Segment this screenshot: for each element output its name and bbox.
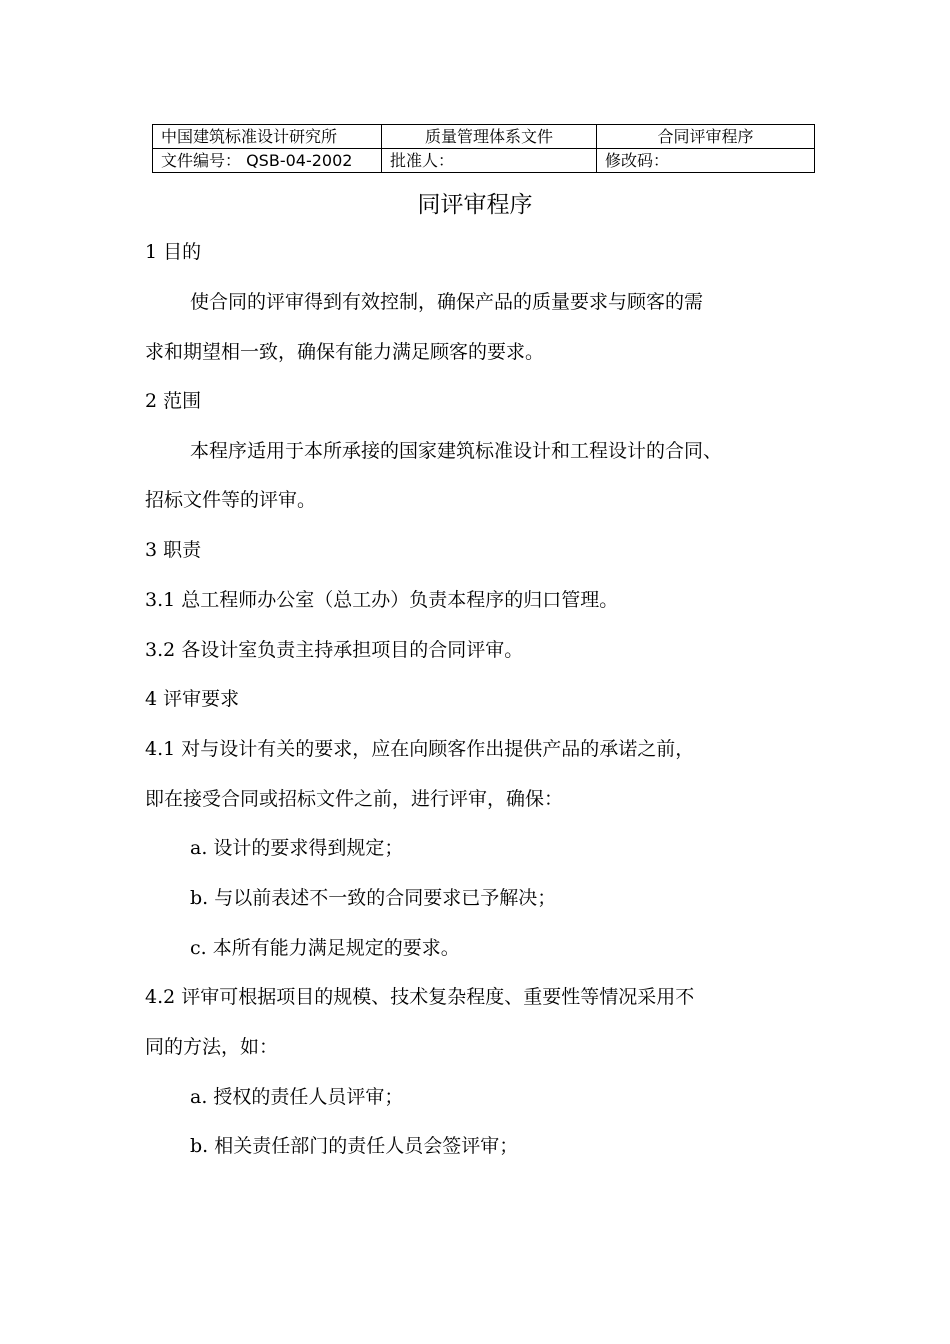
paragraph-line: 即在接受合同或招标文件之前，进行评审，确保： xyxy=(145,788,564,810)
org-name: 中国建筑标准设计研究所 xyxy=(153,125,382,149)
list-item: b. 与以前表述不一致的合同要求已予解决； xyxy=(190,887,557,909)
list-item: c. 本所有能力满足规定的要求。 xyxy=(190,937,460,959)
list-item: a. 设计的要求得到规定； xyxy=(190,837,404,859)
revision-field: 修改码： xyxy=(597,149,815,173)
approver-field: 批准人： xyxy=(382,149,597,173)
clause-4-1: 4.1 对与设计有关的要求，应在向顾客作出提供产品的承诺之前， xyxy=(145,738,695,760)
clause-4-2: 4.2 评审可根据项目的规模、技术复杂程度、重要性等情况采用不 xyxy=(145,986,695,1008)
clause-3-1: 3.1 总工程师办公室（总工办）负责本程序的归口管理。 xyxy=(145,589,619,611)
paragraph-line: 招标文件等的评审。 xyxy=(145,489,317,511)
heading-scope: 2 范围 xyxy=(145,390,202,412)
heading-purpose: 1 目的 xyxy=(145,241,202,263)
paragraph-line: 本程序适用于本所承接的国家建筑标准设计和工程设计的合同、 xyxy=(190,440,723,462)
paragraph-line: 同的方法，如： xyxy=(145,1036,279,1058)
paragraph-line: 使合同的评审得到有效控制，确保产品的质量要求与顾客的需 xyxy=(190,291,704,313)
document-title: 同评审程序 xyxy=(417,192,533,218)
clause-3-2: 3.2 各设计室负责主持承担项目的合同评审。 xyxy=(145,639,524,661)
heading-responsibility: 3 职责 xyxy=(145,539,202,561)
paragraph-line: 求和期望相一致，确保有能力满足顾客的要求。 xyxy=(145,341,545,363)
doc-number: 文件编号： QSB-04-2002 xyxy=(153,149,382,173)
system-name: 质量管理体系文件 xyxy=(382,125,597,149)
list-item: b. 相关责任部门的责任人员会签评审； xyxy=(190,1135,519,1157)
list-item: a. 授权的责任人员评审； xyxy=(190,1086,404,1108)
heading-review-requirements: 4 评审要求 xyxy=(145,688,240,710)
procedure-name: 合同评审程序 xyxy=(597,125,815,149)
header-table xyxy=(152,124,815,173)
